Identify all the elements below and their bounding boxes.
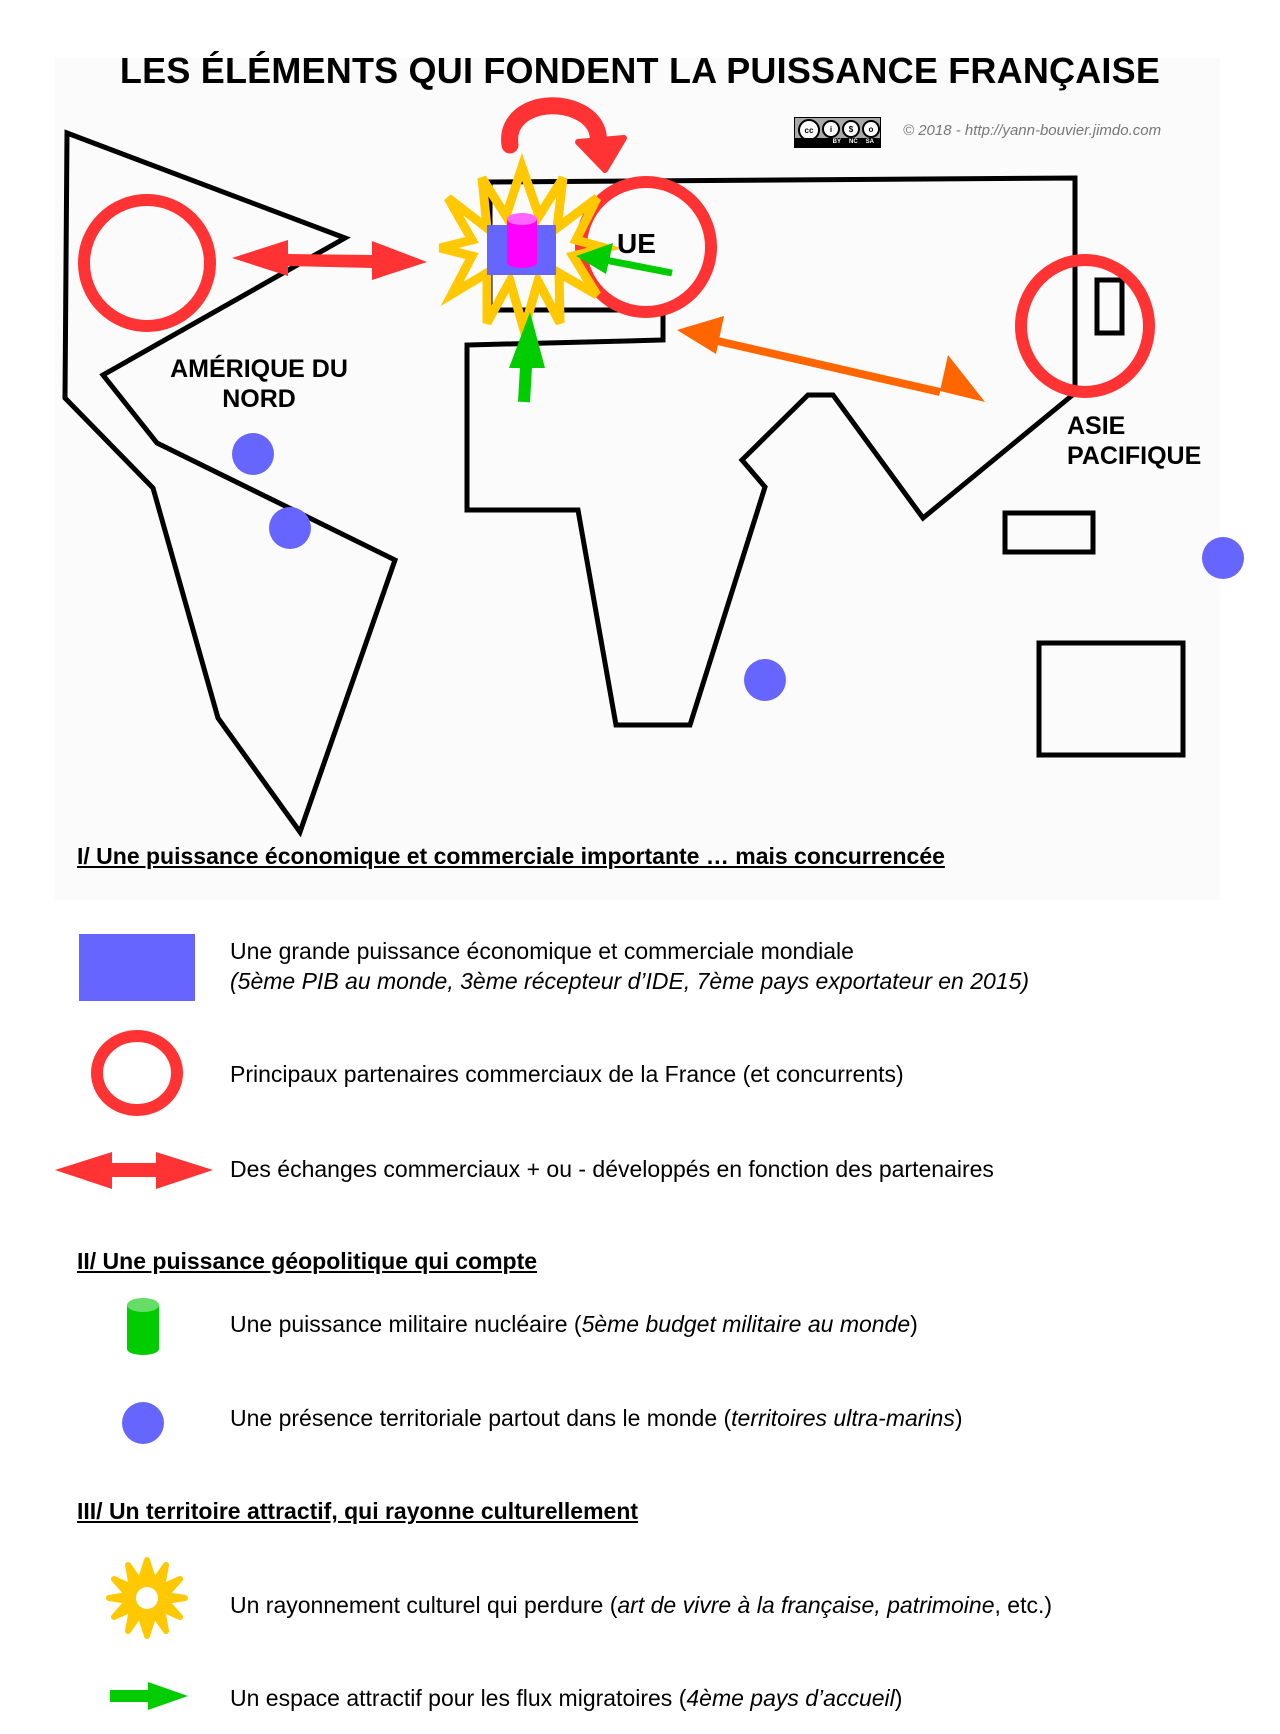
- migration-arrow-south: [509, 312, 545, 402]
- legend-item-text: Une puissance militaire nucléaire (: [230, 1311, 582, 1337]
- by-icon: i: [822, 120, 840, 138]
- eu-label: UE: [617, 228, 656, 259]
- legend-item-culture: [230, 1590, 1052, 1620]
- legend-item-text: Une grande puissance économique et commerciale mondiale: [230, 938, 854, 964]
- overseas-territory-dot: [269, 507, 311, 549]
- section-heading-economic: I/ Une puissance économique et commerciale importante … mais concurrencée: [77, 843, 945, 869]
- north-america-label: [150, 354, 368, 414]
- legend-partner-ring-icon: [97, 1036, 177, 1110]
- legend-economic-power-icon: [79, 934, 195, 1001]
- legend-item-text-end: ): [954, 1405, 963, 1431]
- legend-item-italic: 4ème pays d’accueil: [686, 1685, 895, 1711]
- nuclear-cylinder-map: [507, 213, 537, 268]
- japan-island-outline: [1097, 280, 1122, 333]
- legend-nuclear-cylinder-icon: [127, 1298, 159, 1355]
- legend-item-migration: [230, 1683, 902, 1713]
- asia-exchange-arrow: [677, 316, 985, 402]
- legend-item-economic-power: [230, 936, 1029, 996]
- cc-icon: cc: [798, 119, 820, 141]
- curved-influence-arrow: [510, 106, 624, 170]
- legend-item-subtext: (5ème PIB au monde, 3ème récepteur d’IDE, 7ème pays exportateur en 2015): [230, 968, 1030, 994]
- asia-pacific-label-line1: ASIE: [1067, 412, 1126, 440]
- asia-pacific-label-line2: PACIFIQUE: [1067, 442, 1202, 470]
- north-america-partner-ring: [84, 200, 210, 326]
- section-heading-attractive: III/ Un territoire attractif, qui rayonne culturellement: [77, 1498, 639, 1524]
- legend-item-text-end: , etc.): [994, 1592, 1053, 1618]
- nc-icon: $: [842, 120, 860, 138]
- overseas-territory-dot: [232, 433, 274, 475]
- legend-item-italic: territoires ultra-marins: [731, 1405, 955, 1431]
- indonesia-island-outline: [1005, 513, 1093, 552]
- legend-item-text: Un espace attractif pour les flux migratoires (: [230, 1685, 687, 1711]
- legend-overseas-dot-icon: [122, 1402, 164, 1444]
- legend-item-nuclear: [230, 1309, 918, 1339]
- legend-culture-star-icon: [109, 1560, 185, 1636]
- cc-sa-label: SA: [865, 139, 874, 145]
- legend-item-text-end: ): [910, 1311, 918, 1337]
- cc-by-label: BY: [832, 139, 841, 145]
- legend-item-partners: Principaux partenaires commerciaux de la France (et concurrents): [230, 1061, 904, 1087]
- asia-partner-ring: [1021, 260, 1149, 392]
- copyright-text: © 2018 - http://yann-bouvier.jimdo.com: [903, 122, 1162, 139]
- asia-pacific-label: [1067, 411, 1201, 471]
- legend-exchange-arrow-icon: [55, 1152, 213, 1189]
- legend-item-italic: art de vivre à la française, patrimoine: [617, 1592, 995, 1618]
- legend-item-exchanges: Des échanges commerciaux + ou - développés en fonction des partenaires: [230, 1156, 994, 1182]
- legend-item-text: Une présence territoriale partout dans le monde (: [230, 1405, 732, 1431]
- legend-item-italic: 5ème budget militaire au monde: [581, 1311, 911, 1337]
- sa-icon: o: [862, 120, 880, 138]
- page-title: LES ÉLÉMENTS QUI FONDENT LA PUISSANCE FRANÇAISE: [119, 50, 1161, 91]
- north-america-label-line2: NORD: [222, 385, 296, 413]
- legend-migration-arrow-icon: [110, 1682, 188, 1710]
- australia-outline: [1039, 643, 1183, 755]
- legend-item-text-end: ): [894, 1685, 903, 1711]
- north-america-label-line1: AMÉRIQUE DU: [170, 355, 348, 383]
- section-heading-geopolitical: II/ Une puissance géopolitique qui compte: [77, 1248, 538, 1274]
- cc-nc-label: NC: [848, 139, 858, 145]
- overseas-territory-dot: [1202, 537, 1244, 579]
- eurasia-africa-outline: [467, 178, 1075, 725]
- legend-item-overseas: [230, 1403, 963, 1433]
- overseas-territory-dot: [744, 659, 786, 701]
- legend-item-text: Un rayonnement culturel qui perdure (: [230, 1592, 618, 1618]
- americas-outline: [65, 133, 395, 832]
